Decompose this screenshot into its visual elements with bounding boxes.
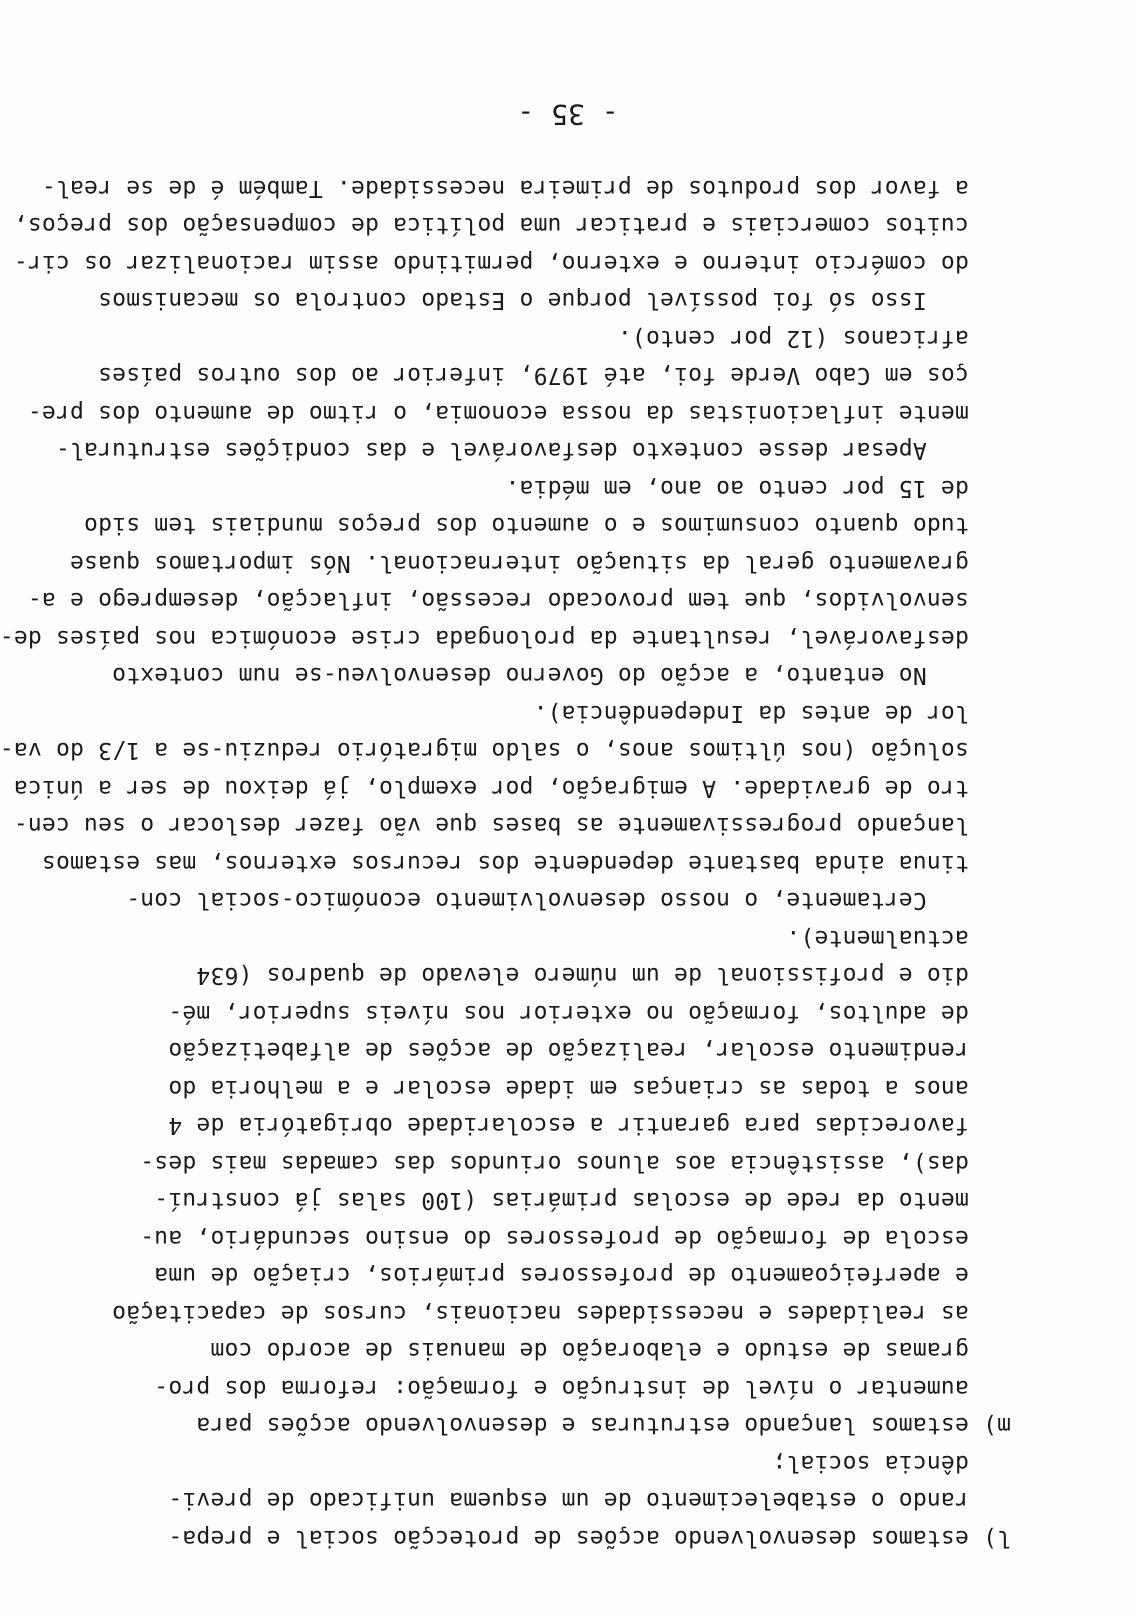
text-line: mente inflacionistas da nossa economia, o ritmo de aumento dos pre- <box>27 400 1011 426</box>
text-line: lor de antes da Independência). <box>533 700 1011 726</box>
text-line: tinua ainda bastante dependente dos recursos externos, mas estamos <box>41 850 1011 876</box>
text-line: l) estamos desenvolvendo acções de protecção social e prepa- <box>168 1525 1011 1551</box>
text-line: solução (nos últimos anos, o saldo migratório reduziu-se a 1/3 do va- <box>0 737 1011 764</box>
text-line: actualmente). <box>786 925 1011 951</box>
text-line: dio e profissional de um número elevado de quadros (634 <box>196 962 1011 989</box>
text-line: favorecidas para garantir a escolaridade obrigatória de 4 <box>168 1112 1011 1139</box>
text-line: e aperfeiçoamento de professores primários, criação de uma <box>154 1262 1011 1289</box>
text-line: das), assistência aos alunos oriundos das camadas mais des- <box>140 1150 1011 1176</box>
text-line: tudo quanto consumimos e o aumento dos preços mundiais tem sido <box>83 512 1011 539</box>
text-line: de adultos, formação no exterior nos níveis superior, mé- <box>168 1000 1011 1026</box>
text-line: Certamente, o nosso desenvolvimento económico-social con- <box>126 887 1011 914</box>
text-line: do comércio interno e externo, permitindo assim racionalizar os cir- <box>13 250 1011 276</box>
text-line: cuitos comerciais e praticar uma política de compensação dos preços, <box>13 212 1011 239</box>
text-line: mento da rede de escolas primárias (100 salas já construí- <box>154 1187 1011 1214</box>
text-line: Apesar desse contexto desfavorável e das condições estrutural- <box>55 437 1011 464</box>
text-line: desfavorável, resultante da prolongada crise económica nos países de- <box>0 625 1011 651</box>
text-line: africanos (12 por cento). <box>617 325 1011 351</box>
text-line: rendimento escolar, realização de acções de alfabetização <box>168 1037 1011 1064</box>
text-line: tro de gravidade. A emigração, por exemplo, já deixou de ser a única <box>13 775 1011 801</box>
text-line: ços em Cabo Verde foi, até 1979, inferior ao dos outros países <box>97 362 1011 389</box>
text-line: de 15 por cento ao ano, em média. <box>505 475 1011 501</box>
text-line: m) estamos lançando estruturas e desenvolvendo acções para <box>196 1412 1011 1439</box>
text-line: as realidades e necessidades nacionais, cursos de capacitação <box>111 1300 1011 1326</box>
text-line: dência social; <box>772 1450 1011 1476</box>
text-line: lançando progressivamente as bases que vão fazer deslocar o seu cen- <box>13 812 1011 839</box>
text-line: escola de formação de professores do ensino secundário, au- <box>140 1225 1011 1251</box>
text-line: gramas de estudo e elaboração de manuais de acordo com <box>210 1337 1011 1364</box>
text-line: senvolvidos, que tem provocado recessão, inflacção, desemprego e a- <box>27 587 1011 614</box>
text-line: anos a todas as crianças em idade escolar e a melhoria do <box>168 1075 1011 1101</box>
text-line: rando o estabelecimento de um esquema unificado de previ- <box>168 1487 1011 1514</box>
text-line: gravamento geral da situação internacional. Nós importamos quase <box>69 550 1011 576</box>
text-line: aumentar o nível de instrução e formação: reforma dos pro- <box>154 1375 1011 1401</box>
text-line: No entanto, a acção do Governo desenvolveu-se num contexto <box>111 662 1011 689</box>
text-line: Isso só foi possível porque o Estado controla os mecanismos <box>97 287 1011 314</box>
page-number: - 35 - <box>517 98 619 131</box>
text-column <box>0 169 1011 1557</box>
text-line: a favor dos produtos de primeira necessidade. Também é de se real- <box>41 175 1011 201</box>
